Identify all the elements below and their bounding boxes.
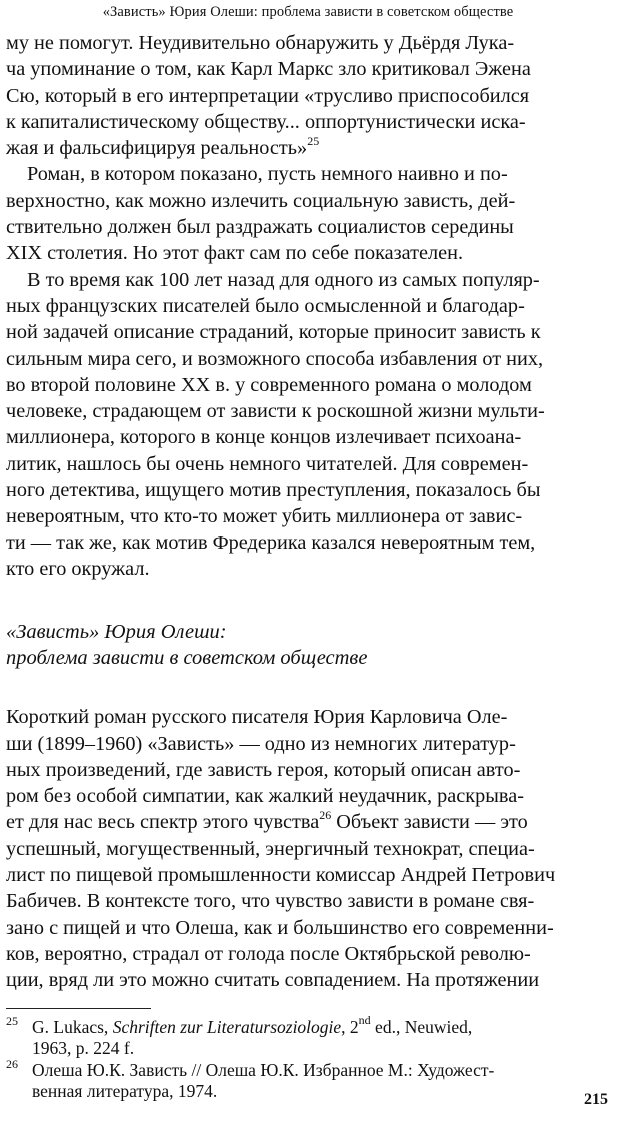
text-line: Короткий роман русского писателя Юрия Карловича Оле-: [6, 706, 508, 729]
text-line: Сю, который в его интерпретации «трусливо приспособился: [6, 84, 530, 107]
footnote-25: [6, 1012, 610, 1060]
text-line: ром без особой симпатии, как жалкий неудачник, раскрыва-: [6, 785, 524, 808]
footnote-text: , 2: [341, 1016, 359, 1037]
text-line: ствительно должен был раздражать социалистов середины: [6, 216, 514, 239]
text-line: ных французских писателей было осмысленной и благодар-: [6, 294, 525, 317]
text-line: XIX столетия. Но этот факт сам по себе показателен.: [6, 242, 464, 265]
main-text: [6, 30, 610, 994]
text-line: ти — так же, как мотив Фредерика казался невероятным тем,: [6, 531, 536, 554]
text-line: му не помогут. Неудивительно обнаружить у Дьёрдя Лука-: [6, 32, 515, 54]
text-line: [6, 809, 610, 835]
text-fragment: жая и фальсифицируя реальность»: [6, 137, 308, 160]
running-head: «Зависть» Юрия Олеши: проблема зависти в советском обществе: [102, 4, 514, 20]
text-line: верхностно, как можно излечить социальную зависть, дей-: [6, 189, 516, 212]
text-line: невероятным, что кто-то может убить миллионера от завис-: [6, 505, 523, 528]
footnote-line: венная литература, 1974.: [32, 1081, 218, 1101]
footnote-sup: nd: [358, 1012, 371, 1027]
text-line: ши (1899–1960) «Зависть» — одно из немногих литератур-: [6, 732, 516, 755]
section-heading: [6, 619, 610, 671]
text-line: Роман, в котором показано, пусть немного наивно и по-: [27, 163, 508, 186]
paragraph-3: [6, 267, 610, 583]
section-heading-line-1: «Зависть» Юрия Олеши:: [6, 621, 227, 644]
text-line: к капиталистическому обществу... оппортунистически иска-: [6, 110, 526, 133]
text-line: успешный, могущественный, энергичный технократ, специа-: [6, 837, 535, 860]
footnote-number: 26: [6, 1056, 18, 1071]
paragraph-1: [6, 30, 610, 161]
text-line: ков, вероятно, страдал от голода после Октябрьской револю-: [6, 942, 531, 965]
page-number: 215: [584, 1091, 608, 1108]
text-line: Бабичев. В контексте того, что чувство зависти в романе свя-: [6, 890, 535, 913]
text-line: ных произведений, где зависть героя, который описан авто-: [6, 758, 521, 781]
text-line: во второй половине XX в. у современного романа о молодом: [6, 373, 532, 396]
paragraph-2: [6, 161, 610, 266]
text-line: лист по пищевой промышленности комиссар Андрей Петрович: [6, 864, 556, 887]
footnotes: [6, 1012, 610, 1103]
text-fragment: ет для нас весь спектр этого чувства: [6, 811, 320, 834]
text-line: литик, нашлось бы очень немного читателей. Для современ-: [6, 452, 529, 475]
text-line: ча упоминание о том, как Карл Маркс зло критиковал Эжена: [6, 58, 531, 81]
text-line: миллионера, которого в конце концов излечивает психоана-: [6, 426, 522, 449]
footnote-line: [32, 1012, 610, 1039]
footnote-ref-25[interactable]: 25: [307, 134, 320, 149]
text-line: кто его окружал.: [6, 557, 150, 580]
footnote-ref-26[interactable]: 26: [319, 808, 332, 823]
text-line: сильным мира сего, и возможного способа избавления от них,: [6, 347, 544, 370]
text-line: ной задачей описание страданий, которые приносит зависть к: [6, 321, 541, 344]
text-line: В то время как 100 лет назад для одного из самых популяр-: [27, 268, 540, 291]
section-heading-line-2: проблема зависти в советском обществе: [6, 647, 368, 670]
paragraph-4: [6, 704, 610, 993]
text-line: ного детектива, ищущего мотив преступления, показалось бы: [6, 479, 541, 502]
text-line: [6, 135, 610, 161]
text-line: ции, вряд ли это можно считать совпадением. На протяжении: [6, 969, 540, 992]
footnote-title: Schriften zur Literatursoziologie: [112, 1016, 342, 1037]
footnote-line: 1963, p. 224 f.: [32, 1038, 135, 1058]
text-line: зано с пищей и что Олеша, как и большинство его современни-: [6, 916, 554, 939]
footnote-divider: [6, 1008, 151, 1009]
footnote-number: 25: [6, 1013, 18, 1028]
footnote-line: Олеша Ю.К. Зависть // Олеша Ю.К. Избранное М.: Художест-: [32, 1059, 495, 1080]
footnote-text: ed., Neuwied,: [370, 1016, 473, 1037]
text-line: человеке, страдающем от зависти к роскошной жизни мульти-: [6, 400, 545, 423]
footnote-26: [6, 1056, 610, 1103]
footnote-author: G. Lukacs,: [32, 1016, 113, 1037]
text-fragment: Объект зависти — это: [331, 811, 528, 834]
